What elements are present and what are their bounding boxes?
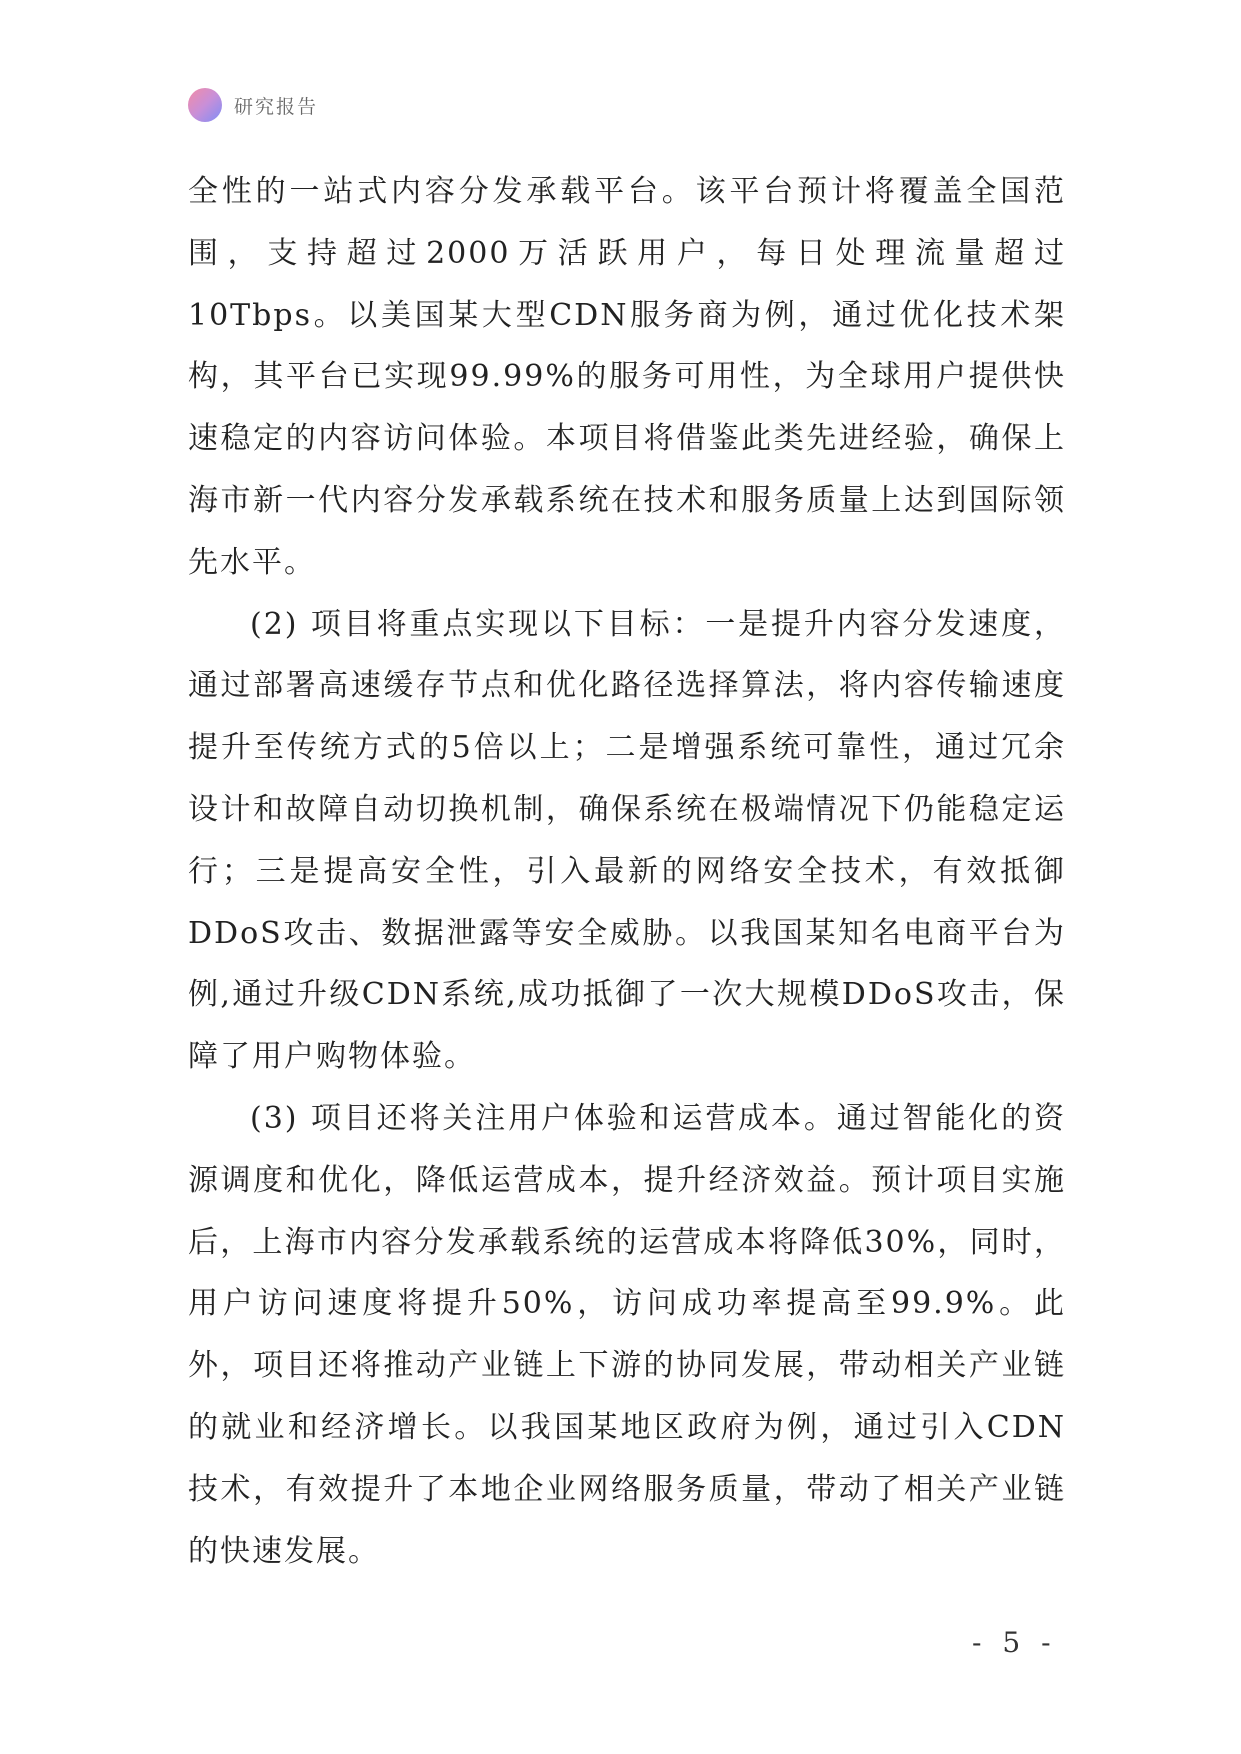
paragraph-3: (3) 项目还将关注用户体验和运营成本。通过智能化的资源调度和优化，降低运营成本，提升经济效益。预计项目实施后，上海市内容分发承载系统的运营成本将降低30%，同时，用户访问速度将提升50%，访问成功率提高至99.9%。此外，项目还将推动产业链上下游的协同发展，带动相关产业链的就业和经济增长。以我国某地区政府为例，通过引入CDN技术，有效提升了本地企业网络服务质量，带动了相关产业链的快速发展。 — [188, 1100, 1066, 1569]
paragraph-2: (2) 项目将重点实现以下目标：一是提升内容分发速度，通过部署高速缓存节点和优化路径选择算法，将内容传输速度提升至传统方式的5倍以上；二是增强系统可靠性，通过冗余设计和故障自动切换机制，确保系统在极端情况下仍能稳定运行；三是提高安全性，引入最新的网络安全技术，有效抵御DDoS攻击、数据泄露等安全威胁。以我国某知名电商平台为例,通过升级CDN系统,成功抵御了一次大规模DDoS攻击，保障了用户购物体验。 — [188, 606, 1066, 1075]
report-logo-icon — [188, 88, 222, 122]
page-number: - 5 - — [972, 1626, 1057, 1659]
document-header — [188, 88, 318, 122]
header-title: 研究报告 — [234, 95, 319, 118]
document-body — [188, 161, 1066, 1582]
paragraph-1: 全性的一站式内容分发承载平台。该平台预计将覆盖全国范围，支持超过2000万活跃用户，每日处理流量超过10Tbps。以美国某大型CDN服务商为例，通过优化技术架构，其平台已实现99.99%的服务可用性，为全球用户提供快速稳定的内容访问体验。本项目将借鉴此类先进经验，确保上海市新一代内容分发承载系统在技术和服务质量上达到国际领先水平。 — [188, 174, 1066, 580]
